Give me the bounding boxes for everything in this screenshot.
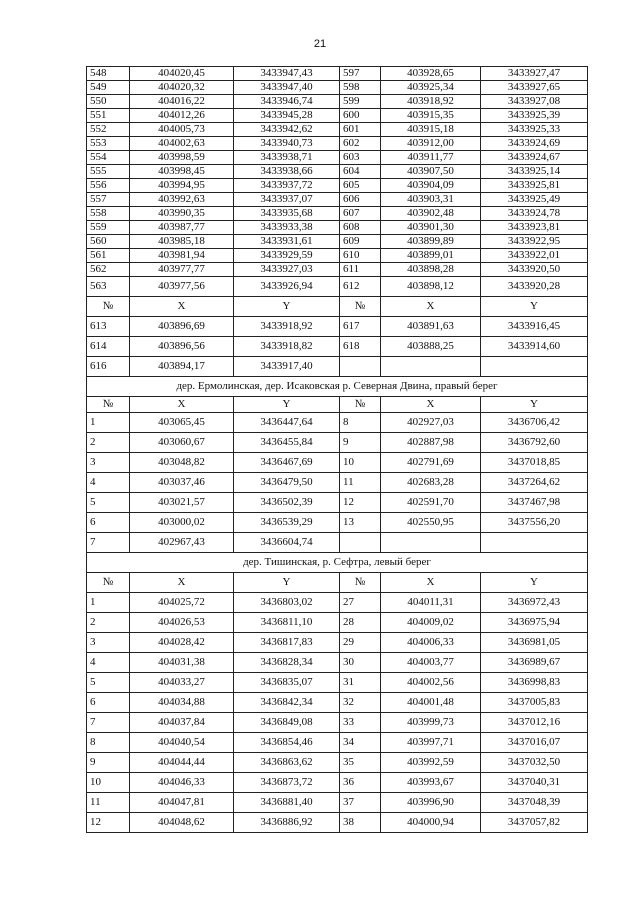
table-cell: 3436803,02 <box>234 593 340 613</box>
table-cell: 404001,48 <box>381 693 481 713</box>
table-cell: 12 <box>87 813 130 833</box>
table-cell: 3436604,74 <box>234 533 340 553</box>
table-cell: 403994,95 <box>130 179 234 193</box>
table-cell: 3 <box>87 453 130 473</box>
column-header: Y <box>481 397 588 413</box>
table-cell: 616 <box>87 357 130 377</box>
table-cell: 13 <box>340 513 381 533</box>
table-cell: 403907,50 <box>381 165 481 179</box>
table-cell: 562 <box>87 263 130 277</box>
table-cell: 404037,84 <box>130 713 234 733</box>
table-cell: 3433927,65 <box>481 81 588 95</box>
table-cell: 7 <box>87 713 130 733</box>
table-cell: 3437264,62 <box>481 473 588 493</box>
table-cell: 1 <box>87 413 130 433</box>
table-cell: 402967,43 <box>130 533 234 553</box>
table-row <box>87 793 588 813</box>
table-cell: 608 <box>340 221 381 235</box>
table-cell: 3433923,81 <box>481 221 588 235</box>
table-cell: 3436811,10 <box>234 613 340 633</box>
table-cell: 3433922,95 <box>481 235 588 249</box>
table-row <box>87 193 588 207</box>
table-cell: 557 <box>87 193 130 207</box>
table-cell: 403899,89 <box>381 235 481 249</box>
section-title: дер. Ермолинская, дер. Исаковская р. Северная Двина, правый берег <box>87 377 588 397</box>
table-cell: 9 <box>340 433 381 453</box>
table-cell: 3436828,34 <box>234 653 340 673</box>
table-cell: 612 <box>340 277 381 297</box>
table-cell: 3436792,60 <box>481 433 588 453</box>
table-cell <box>481 357 588 377</box>
table-cell: 403911,77 <box>381 151 481 165</box>
table-cell: 601 <box>340 123 381 137</box>
table-cell: 403902,48 <box>381 207 481 221</box>
table-cell: 403915,35 <box>381 109 481 123</box>
table-cell: 552 <box>87 123 130 137</box>
table-cell: 10 <box>87 773 130 793</box>
table-cell: 3436972,43 <box>481 593 588 613</box>
table-cell: 3433933,38 <box>234 221 340 235</box>
table-cell: 609 <box>340 235 381 249</box>
table-cell: 618 <box>340 337 381 357</box>
table-cell: 2 <box>87 613 130 633</box>
table-cell: 3433925,33 <box>481 123 588 137</box>
table-row <box>87 633 588 653</box>
table-cell: 3433920,28 <box>481 277 588 297</box>
table-cell: 404002,56 <box>381 673 481 693</box>
table-row <box>87 413 588 433</box>
table-cell: 3433926,94 <box>234 277 340 297</box>
column-header: X <box>381 573 481 593</box>
table-cell: 403888,25 <box>381 337 481 357</box>
table-cell: 402683,28 <box>381 473 481 493</box>
table-cell: 403060,67 <box>130 433 234 453</box>
table-cell: 403992,59 <box>381 753 481 773</box>
table-cell: 402591,70 <box>381 493 481 513</box>
table-cell: 404016,22 <box>130 95 234 109</box>
table-cell: 402550,95 <box>381 513 481 533</box>
table-row <box>87 263 588 277</box>
table-cell: 403999,73 <box>381 713 481 733</box>
table-cell: 8 <box>340 413 381 433</box>
table-cell: 404002,63 <box>130 137 234 151</box>
table-cell: 404020,32 <box>130 81 234 95</box>
table-cell: 558 <box>87 207 130 221</box>
column-header: Y <box>234 397 340 413</box>
table-cell: 556 <box>87 179 130 193</box>
table-row <box>87 613 588 633</box>
table-row <box>87 151 588 165</box>
table-cell: 403903,31 <box>381 193 481 207</box>
table-cell: 27 <box>340 593 381 613</box>
table-row <box>87 67 588 81</box>
table-cell: 3433924,67 <box>481 151 588 165</box>
table-cell: 403000,02 <box>130 513 234 533</box>
table-row <box>87 249 588 263</box>
table-cell: 559 <box>87 221 130 235</box>
table-cell: 403896,56 <box>130 337 234 357</box>
table-cell: 6 <box>87 513 130 533</box>
table-cell: 403021,57 <box>130 493 234 513</box>
table-header-row <box>87 297 588 317</box>
table-row <box>87 653 588 673</box>
table-cell: 10 <box>340 453 381 473</box>
table-cell: 1 <box>87 593 130 613</box>
table-cell: 3433924,78 <box>481 207 588 221</box>
table-row <box>87 137 588 151</box>
table-cell: 3436989,67 <box>481 653 588 673</box>
table-cell: 617 <box>340 317 381 337</box>
table-cell: 404040,54 <box>130 733 234 753</box>
table-cell: 3433925,39 <box>481 109 588 123</box>
table-cell: 3433924,69 <box>481 137 588 151</box>
table-row <box>87 357 588 377</box>
table-cell: 28 <box>340 613 381 633</box>
table-cell: 403992,63 <box>130 193 234 207</box>
table-cell: 3433945,28 <box>234 109 340 123</box>
table-cell: 3437032,50 <box>481 753 588 773</box>
table-cell: 3433918,82 <box>234 337 340 357</box>
table-cell: 4 <box>87 473 130 493</box>
table-cell: 404005,73 <box>130 123 234 137</box>
table-cell: 404031,38 <box>130 653 234 673</box>
table-cell: 403985,18 <box>130 235 234 249</box>
table-cell <box>340 357 381 377</box>
table-cell: 403990,35 <box>130 207 234 221</box>
table-cell <box>381 533 481 553</box>
table-cell: 403891,63 <box>381 317 481 337</box>
table-cell: 614 <box>87 337 130 357</box>
table-row <box>87 813 588 833</box>
table-cell: 403925,34 <box>381 81 481 95</box>
table-row <box>87 733 588 753</box>
table-row <box>87 277 588 297</box>
table-cell: 38 <box>340 813 381 833</box>
table-cell: 599 <box>340 95 381 109</box>
table-cell: 402887,98 <box>381 433 481 453</box>
table-cell: 3436873,72 <box>234 773 340 793</box>
table-cell: 35 <box>340 753 381 773</box>
table-cell: 3433937,72 <box>234 179 340 193</box>
table-cell: 3 <box>87 633 130 653</box>
table-row <box>87 493 588 513</box>
table-cell: 404028,42 <box>130 633 234 653</box>
table-row <box>87 123 588 137</box>
table-cell: 403981,94 <box>130 249 234 263</box>
table-row <box>87 109 588 123</box>
table-cell: 563 <box>87 277 130 297</box>
table-cell: 549 <box>87 81 130 95</box>
table-cell: 403928,65 <box>381 67 481 81</box>
table-cell: 555 <box>87 165 130 179</box>
table-cell: 3433947,40 <box>234 81 340 95</box>
table-cell: 402791,69 <box>381 453 481 473</box>
table-cell: 404020,45 <box>130 67 234 81</box>
table-cell: 3433942,62 <box>234 123 340 137</box>
table-cell: 2 <box>87 433 130 453</box>
table-row <box>87 433 588 453</box>
table-cell: 3433927,03 <box>234 263 340 277</box>
table-cell: 404025,72 <box>130 593 234 613</box>
table-cell: 3433935,68 <box>234 207 340 221</box>
column-header: X <box>130 297 234 317</box>
table-cell: 404003,77 <box>381 653 481 673</box>
table-cell: 404026,53 <box>130 613 234 633</box>
table-cell: 3436881,40 <box>234 793 340 813</box>
table-cell: 403918,92 <box>381 95 481 109</box>
table-cell: 11 <box>87 793 130 813</box>
table-row <box>87 473 588 493</box>
table-cell: 3436539,29 <box>234 513 340 533</box>
table-row <box>87 773 588 793</box>
column-header: № <box>87 297 130 317</box>
table-cell: 403915,18 <box>381 123 481 137</box>
table-cell: 34 <box>340 733 381 753</box>
table-cell: 597 <box>340 67 381 81</box>
table-row <box>87 207 588 221</box>
table-row <box>87 337 588 357</box>
table-cell: 554 <box>87 151 130 165</box>
table-cell: 404048,62 <box>130 813 234 833</box>
table-cell: 404009,02 <box>381 613 481 633</box>
table-cell: 404046,33 <box>130 773 234 793</box>
table-cell: 403898,28 <box>381 263 481 277</box>
table-cell: 403997,71 <box>381 733 481 753</box>
table-row <box>87 753 588 773</box>
table-cell: 403037,46 <box>130 473 234 493</box>
table-cell: 403993,67 <box>381 773 481 793</box>
table-cell: 3433947,43 <box>234 67 340 81</box>
table-cell: 3437012,16 <box>481 713 588 733</box>
table-cell: 3436706,42 <box>481 413 588 433</box>
table-cell: 550 <box>87 95 130 109</box>
table-cell: 561 <box>87 249 130 263</box>
table-cell: 553 <box>87 137 130 151</box>
table-cell: 403912,00 <box>381 137 481 151</box>
table-cell: 3433925,81 <box>481 179 588 193</box>
coordinates-table <box>86 66 588 833</box>
table-cell: 403987,77 <box>130 221 234 235</box>
table-cell: 31 <box>340 673 381 693</box>
table-cell: 7 <box>87 533 130 553</box>
table-row <box>87 235 588 249</box>
table-cell: 3433914,60 <box>481 337 588 357</box>
table-row <box>87 453 588 473</box>
table-row <box>87 513 588 533</box>
table-cell: 30 <box>340 653 381 673</box>
table-cell: 3433916,45 <box>481 317 588 337</box>
section-title: дер. Тишинская, р. Сефтра, левый берег <box>87 553 588 573</box>
table-cell: 3437016,07 <box>481 733 588 753</box>
table-cell: 3433922,01 <box>481 249 588 263</box>
table-cell: 404006,33 <box>381 633 481 653</box>
table-cell: 3436998,83 <box>481 673 588 693</box>
table-row <box>87 593 588 613</box>
table-cell: 3436975,94 <box>481 613 588 633</box>
table-row <box>87 221 588 235</box>
table-cell: 403898,12 <box>381 277 481 297</box>
column-header: № <box>340 573 381 593</box>
table-cell: 3433927,47 <box>481 67 588 81</box>
table-cell: 32 <box>340 693 381 713</box>
table-cell: 29 <box>340 633 381 653</box>
table-cell <box>381 357 481 377</box>
table-cell: 33 <box>340 713 381 733</box>
table-cell: 613 <box>87 317 130 337</box>
table-cell: 403048,82 <box>130 453 234 473</box>
table-cell: 403977,77 <box>130 263 234 277</box>
table-cell: 404034,88 <box>130 693 234 713</box>
table-cell: 3433917,40 <box>234 357 340 377</box>
table-cell: 403899,01 <box>381 249 481 263</box>
table-cell: 6 <box>87 693 130 713</box>
table-cell: 404033,27 <box>130 673 234 693</box>
column-header: X <box>381 397 481 413</box>
table-cell: 12 <box>340 493 381 513</box>
table-row <box>87 533 588 553</box>
table-cell: 3436981,05 <box>481 633 588 653</box>
column-header: X <box>130 397 234 413</box>
coordinates-table-body <box>87 67 588 833</box>
table-cell: 3437048,39 <box>481 793 588 813</box>
column-header: № <box>340 297 381 317</box>
table-cell: 3436502,39 <box>234 493 340 513</box>
table-cell: 403065,45 <box>130 413 234 433</box>
table-cell: 404011,31 <box>381 593 481 613</box>
column-header: X <box>381 297 481 317</box>
column-header: Y <box>481 297 588 317</box>
table-cell: 404047,81 <box>130 793 234 813</box>
table-cell <box>340 533 381 553</box>
table-cell: 404044,44 <box>130 753 234 773</box>
column-header: Y <box>234 297 340 317</box>
table-cell: 3437018,85 <box>481 453 588 473</box>
table-cell: 600 <box>340 109 381 123</box>
table-row <box>87 693 588 713</box>
table-cell: 3436479,50 <box>234 473 340 493</box>
table-cell: 36 <box>340 773 381 793</box>
table-cell: 3437057,82 <box>481 813 588 833</box>
table-cell: 3433920,50 <box>481 263 588 277</box>
table-cell: 611 <box>340 263 381 277</box>
table-cell: 3433938,66 <box>234 165 340 179</box>
table-cell: 5 <box>87 673 130 693</box>
column-header: Y <box>481 573 588 593</box>
table-cell: 11 <box>340 473 381 493</box>
table-cell: 9 <box>87 753 130 773</box>
table-cell: 37 <box>340 793 381 813</box>
table-row <box>87 179 588 193</box>
table-cell: 602 <box>340 137 381 151</box>
table-cell: 560 <box>87 235 130 249</box>
table-cell: 3436886,92 <box>234 813 340 833</box>
table-cell: 3436854,46 <box>234 733 340 753</box>
table-cell: 403996,90 <box>381 793 481 813</box>
table-header-row <box>87 397 588 413</box>
table-cell: 607 <box>340 207 381 221</box>
table-cell: 605 <box>340 179 381 193</box>
table-header-row <box>87 573 588 593</box>
table-row <box>87 81 588 95</box>
table-cell: 3433940,73 <box>234 137 340 151</box>
table-cell: 548 <box>87 67 130 81</box>
table-cell: 3437040,31 <box>481 773 588 793</box>
table-cell: 3433931,61 <box>234 235 340 249</box>
table-cell: 402927,03 <box>381 413 481 433</box>
table-cell: 403901,30 <box>381 221 481 235</box>
table-cell: 3433925,14 <box>481 165 588 179</box>
table-cell: 610 <box>340 249 381 263</box>
table-cell: 3437556,20 <box>481 513 588 533</box>
table-cell: 598 <box>340 81 381 95</box>
table-row <box>87 713 588 733</box>
table-cell: 8 <box>87 733 130 753</box>
table-cell: 606 <box>340 193 381 207</box>
table-cell: 3436835,07 <box>234 673 340 693</box>
table-cell: 3437005,83 <box>481 693 588 713</box>
table-cell: 3433946,74 <box>234 95 340 109</box>
table-cell: 3433929,59 <box>234 249 340 263</box>
table-cell: 404012,26 <box>130 109 234 123</box>
table-row <box>87 95 588 109</box>
table-cell: 403998,45 <box>130 165 234 179</box>
table-cell: 403904,09 <box>381 179 481 193</box>
table-cell: 3433938,71 <box>234 151 340 165</box>
table-cell: 551 <box>87 109 130 123</box>
section-row <box>87 553 588 573</box>
table-cell: 3436447,64 <box>234 413 340 433</box>
table-cell: 3437467,98 <box>481 493 588 513</box>
table-cell: 3433927,08 <box>481 95 588 109</box>
table-row <box>87 673 588 693</box>
column-header: X <box>130 573 234 593</box>
table-cell: 3436863,62 <box>234 753 340 773</box>
table-cell: 3436467,69 <box>234 453 340 473</box>
table-cell: 3433937,07 <box>234 193 340 207</box>
table-cell: 5 <box>87 493 130 513</box>
table-cell: 3433925,49 <box>481 193 588 207</box>
table-cell: 4 <box>87 653 130 673</box>
column-header: № <box>87 397 130 413</box>
table-cell: 404000,94 <box>381 813 481 833</box>
page-number: 21 <box>313 38 327 50</box>
table-cell: 3436842,34 <box>234 693 340 713</box>
table-cell: 3436849,08 <box>234 713 340 733</box>
table-cell: 403998,59 <box>130 151 234 165</box>
table-row <box>87 165 588 179</box>
column-header: № <box>87 573 130 593</box>
table-cell: 403894,17 <box>130 357 234 377</box>
table-row <box>87 317 588 337</box>
column-header: Y <box>234 573 340 593</box>
table-cell <box>481 533 588 553</box>
table-cell: 3436455,84 <box>234 433 340 453</box>
section-row <box>87 377 588 397</box>
table-cell: 603 <box>340 151 381 165</box>
table-cell: 403977,56 <box>130 277 234 297</box>
table-cell: 3433918,92 <box>234 317 340 337</box>
column-header: № <box>340 397 381 413</box>
table-cell: 403896,69 <box>130 317 234 337</box>
table-cell: 604 <box>340 165 381 179</box>
table-cell: 3436817,83 <box>234 633 340 653</box>
